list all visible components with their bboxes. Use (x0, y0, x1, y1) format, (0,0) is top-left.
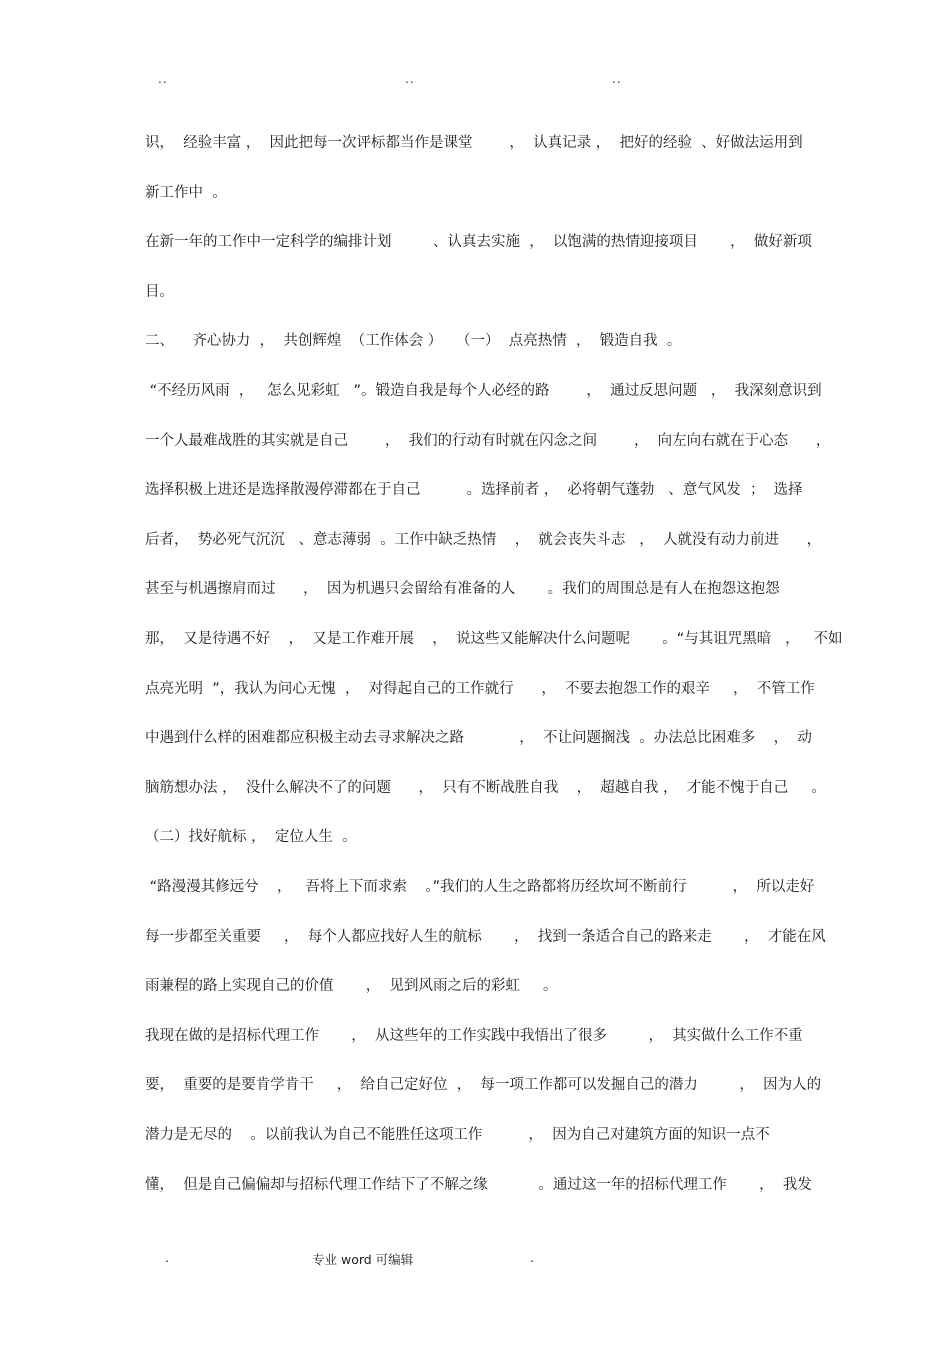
text-line: 新工作中 。 (145, 185, 227, 201)
text-line: 后者， 势必死气沉沉 、意志薄弱 。工作中缺乏热情 ， 就会丧失斗志 ， 人就没有动力前进 ， (145, 532, 822, 548)
header-dots-middle: .. (405, 72, 415, 86)
text-line: 每一步都至关重要 ， 每个人都应找好人生的航标 ， 找到一条适合自己的路来走 ， 才能在风 (145, 929, 826, 945)
text-line: 懂， 但是自己偏偏却与招标代理工作结下了不解之缘 。通过这一年的招标代理工作 ， 我发 (145, 1177, 812, 1193)
footer-dot-left: . (165, 1250, 169, 1265)
text-line: 甚至与机遇擦肩而过 ， 因为机遇只会留给有准备的人 。我们的周围总是有人在抱怨这抱怨 (145, 581, 780, 597)
footer-dot-right: . (530, 1250, 534, 1265)
header-dots-left: .. (158, 72, 168, 86)
text-line: 在新一年的工作中一定科学的编排计划 、认真去实施 ， 以饱满的热情迎接项目 ， 做好新项 (145, 234, 812, 250)
text-line: （二）找好航标 ， 定位人生 。 (145, 829, 357, 845)
text-line: “不经历风雨 ， 怎么见彩虹 ”。锻造自我是每个人必经的路 ， 通过反思问题 ， 我深刻意识到 (145, 383, 822, 399)
text-line: 那， 又是待遇不好 ， 又是工作难开展 ， 说这些又能解决什么问题呢 。“与其诅咒黑暗 ， 不如 (145, 631, 843, 647)
text-line: 我现在做的是招标代理工作 ， 从这些年的工作实践中我悟出了很多 ， 其实做什么工作不重 (145, 1028, 803, 1044)
text-line: 脑筋想办法 ， 没什么解决不了的问题 ， 只有不断战胜自我 ， 超越自我 ， 才能不愧于自己 。 (145, 780, 826, 796)
footer-text: 专业 word 可编辑 (312, 1252, 414, 1267)
text-line: 识， 经验丰富 ， 因此把每一次评标都当作是课堂 ， 认真记录 ， 把好的经验 、好做法运用到 (145, 135, 803, 151)
text-line: 要， 重要的是要肯学肯干 ， 给自己定好位 ， 每一项工作都可以发掘自己的潜力 ， 因为人的 (145, 1077, 822, 1093)
text-line: 潜力是无尽的 。以前我认为自己不能胜任这项工作 ， 因为自己对建筑方面的知识一点不 (145, 1127, 770, 1143)
text-line: 选择积极上进还是选择散漫停滞都在于自己 。选择前者 ， 必将朝气蓬勃 、意气风发 ； 选择 (145, 482, 803, 498)
text-line: 目。 (145, 284, 174, 300)
text-line: “路漫漫其修远兮 ， 吾将上下而求索 。”我们的人生之路都将历经坎坷不断前行 ， 所以走好 (145, 879, 815, 895)
text-line: 点亮光明 ”，我认为问心无愧 ， 对得起自己的工作就行 ， 不要去抱怨工作的艰辛 ， 不管工作 (145, 681, 815, 697)
header-dots-right: .. (612, 72, 622, 86)
text-line: 中遇到什么样的困难都应积极主动去寻求解决之路 ， 不让问题搁浅 。办法总比困难多 ， 动 (145, 730, 812, 746)
text-line: 雨兼程的路上实现自己的价值 ， 见到风雨之后的彩虹 。 (145, 978, 558, 994)
text-line: 一个人最难战胜的其实就是自己 ， 我们的行动有时就在闪念之间 ， 向左向右就在于心态 ， (145, 433, 831, 449)
text-line: 二、 齐心协力 ， 共创辉煌 （工作体会 ） （一） 点亮热情 ， 锻造自我 。 (145, 333, 682, 349)
